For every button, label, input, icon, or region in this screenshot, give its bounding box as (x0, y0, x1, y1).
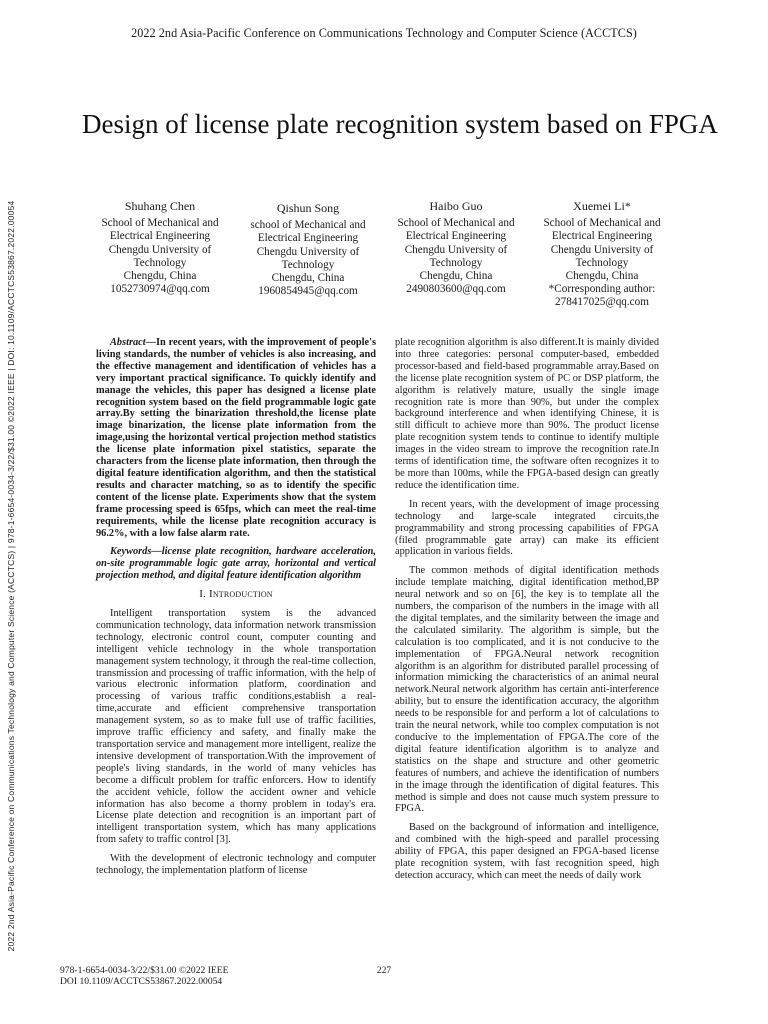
body-paragraph: Intelligent transportation system is the advanced communication technology, data information network transmission technology, electronic control count, computer counting and intelligent vehicle technology in the whole transportation management system technology, it through the real-time collection, transmission and processing of traffic information, with the help of various electronic information platform, coordination and processing of various traffic conditions,establish a real-time,accurate and efficient comprehensive transportation management system, so as to make full use of traffic facilities, improve traffic efficiency and safety, and finally make the transportation service and management more intelligent, realize the intensive development of transportation.With the improvement of people's living standards, in the world of many vehicles has become a difficult problem for traffic enforcers. How to identify the accident vehicle, follow the accident owner and vehicle information has also become a thorny problem in today's era. License plate detection and recognition is an important part of intelligent transportation system, which has many applications from safety to traffic control [3]. (96, 608, 376, 846)
side-watermark-text: 2022 2nd Asia-Pacific Conference on Communications Technology and Computer Science (ACCTCS) | 978-1-6654-0034-3/22/$31.00 ©2022 IEEE | DOI: 10.1109/ACCTCS53867.2022.00054 (6, 200, 16, 951)
author-affiliation-line: Electrical Engineering (257, 232, 359, 245)
author-affiliation-line: Chengdu University of (256, 245, 360, 258)
author-affiliation-line: Technology (281, 258, 335, 271)
author-location: Chengdu, China (271, 272, 345, 285)
keywords-text: —license plate recognition, hardware acceleration, on-site programmable logic gate array, horizontal and vertical projection method, and digital feature identification algorithm (96, 546, 376, 582)
author-affiliation-line: Chengdu University of (404, 243, 508, 256)
body-paragraph: The common methods of digital identification methods include template matching, digital identification method,BP neural network and so on [6], the key is to template all the numbers, the comparison of the numbers in the image with all the digital templates, and the similarity between the image and the calculated similarity. The algorithm is simple, but the calculation is too complicated, and it is not conducive to the implementation of FPGA.Neural network recognition algorithm is an algorithm for distributed parallel processing of information mimicking the characteristics of an animal neural network.Neural network algorithm has certain anti-interference ability, but to ensure the identification accuracy, the algorithm needs to be responsible for and perform a lot of calculations to train the neural network, while too complex computation is not conducive to the implementation of FPGA.The core of the digital feature identification algorithm is to analyze and statistics on the shape and structure and other geometric features of numbers, and achieve the identification of numbers in the image through the identification of digital features. This method is simple and does not cause much system pressure to FPGA. (395, 565, 659, 815)
paper-title: Design of license plate recognition system based on FPGA (82, 109, 718, 139)
author-affiliation-line: Electrical Engineering (405, 230, 507, 243)
author-affiliation-line: Chengdu University of (108, 243, 212, 256)
author-location: Chengdu, China (419, 270, 493, 283)
body-paragraph: plate recognition algorithm is also different.It is mainly divided into three categories: personal computer-based, embedded processor-based and field-based programmable array.Based on the license plate recognition system of PC or DSP platform, the algorithm is relatively mature, usually the single image recognition rate is more than 90%, but under the complex background interference and when identifying Chinese, it is still difficult to achieve more than 90%. The product license plate recognition system tends to continue to identify multiple images in the video stream to improve the recognition rate.In terms of identification time, the software often recognizes it to be more than 100ms, while the FPGA-based design can greatly reduce the identification time. (395, 337, 659, 491)
author-1 (90, 200, 230, 296)
author-affiliation-line: Technology (575, 256, 629, 269)
author-name: Shuhang Chen (124, 199, 196, 213)
author-affiliation-line: Chengdu University of (550, 243, 654, 256)
author-affiliation-line: School of Mechanical and (543, 217, 661, 230)
body-paragraph: In recent years, with the development of image processing technology and large-scale integrated circuits,the programmability and strong processing capabilities of FPGA (filed programmable gate array) can make its efficient application in various fields. (395, 498, 659, 558)
author-email: 2490803600@qq.com (406, 283, 506, 296)
author-location: Chengdu, China (123, 270, 197, 283)
author-affiliation-line: school of Mechanical and (250, 219, 366, 232)
left-column (96, 337, 376, 884)
author-email: 278417025@qq.com (555, 296, 649, 309)
abstract (96, 337, 376, 539)
abstract-text: —In recent years, with the improvement of people's living standards, the number of vehicles is also increasing, and the effective management and identification of vehicles has a very important practical significance. To quickly identify and manage the vehicles, this paper has designed a license plate recognition system based on the field programmable logic gate array.By setting the binarization threshold,the license plate image binarization, the license plate information from the image,using the horizontal vertical projection method statistics the license plate information pixel statistics, separate the characters from the license plate information, then through the digital feature identification algorithm, and then the statistical results and character matching, so as to identify the specific content of the license plate. Experiments show that the system frame processing speed is 65fps, which can meet the real-time requirements, while the license plate recognition accuracy is 96.2%, with a low false alarm rate. (96, 337, 376, 539)
author-affiliation-line: Technology (429, 256, 483, 269)
author-affiliation-line: Electrical Engineering (109, 230, 211, 243)
right-column (395, 337, 659, 889)
corresponding-author-note: *Corresponding author: (548, 283, 656, 296)
author-location: Chengdu, China (565, 270, 639, 283)
author-affiliation-line: Electrical Engineering (551, 230, 653, 243)
author-name: Qishun Song (276, 201, 340, 215)
author-affiliation-line: Technology (133, 256, 187, 269)
side-watermark-strip (4, 162, 18, 989)
page-number: 227 (376, 965, 392, 976)
section-heading-introduction: I. Introduction (199, 588, 273, 601)
author-name: Haibo Guo (429, 199, 483, 213)
author-email: 1052730974@qq.com (110, 283, 210, 296)
author-3 (386, 200, 526, 296)
body-paragraph: With the development of electronic technology and computer technology, the implementation platform of license (96, 853, 376, 877)
author-name: Xuemei Li* (573, 199, 631, 213)
keywords (96, 546, 376, 582)
author-2 (238, 202, 378, 298)
author-affiliation-line: School of Mechanical and (101, 217, 219, 230)
author-block (90, 200, 750, 310)
author-email: 1960854945@qq.com (258, 285, 358, 298)
author-4 (532, 200, 672, 310)
body-paragraph: Based on the background of information and intelligence, and combined with the high-speed and parallel processing ability of FPGA, this paper designed an FPGA-based license plate recognition system, with fast recognition speed, high detection accuracy, which can meet the needs of daily work (395, 822, 659, 881)
author-affiliation-line: School of Mechanical and (397, 217, 515, 230)
footer-isbn-line: 978-1-6654-0034-3/22/$31.00 ©2022 IEEE (60, 965, 229, 976)
conference-header: 2022 2nd Asia-Pacific Conference on Communications Technology and Computer Science (ACCTCS) (131, 26, 637, 40)
footer-doi-line: DOI 10.1109/ACCTCS53867.2022.00054 (60, 976, 223, 987)
keywords-label: Keywords (110, 546, 152, 558)
abstract-label: Abstract (110, 337, 146, 348)
